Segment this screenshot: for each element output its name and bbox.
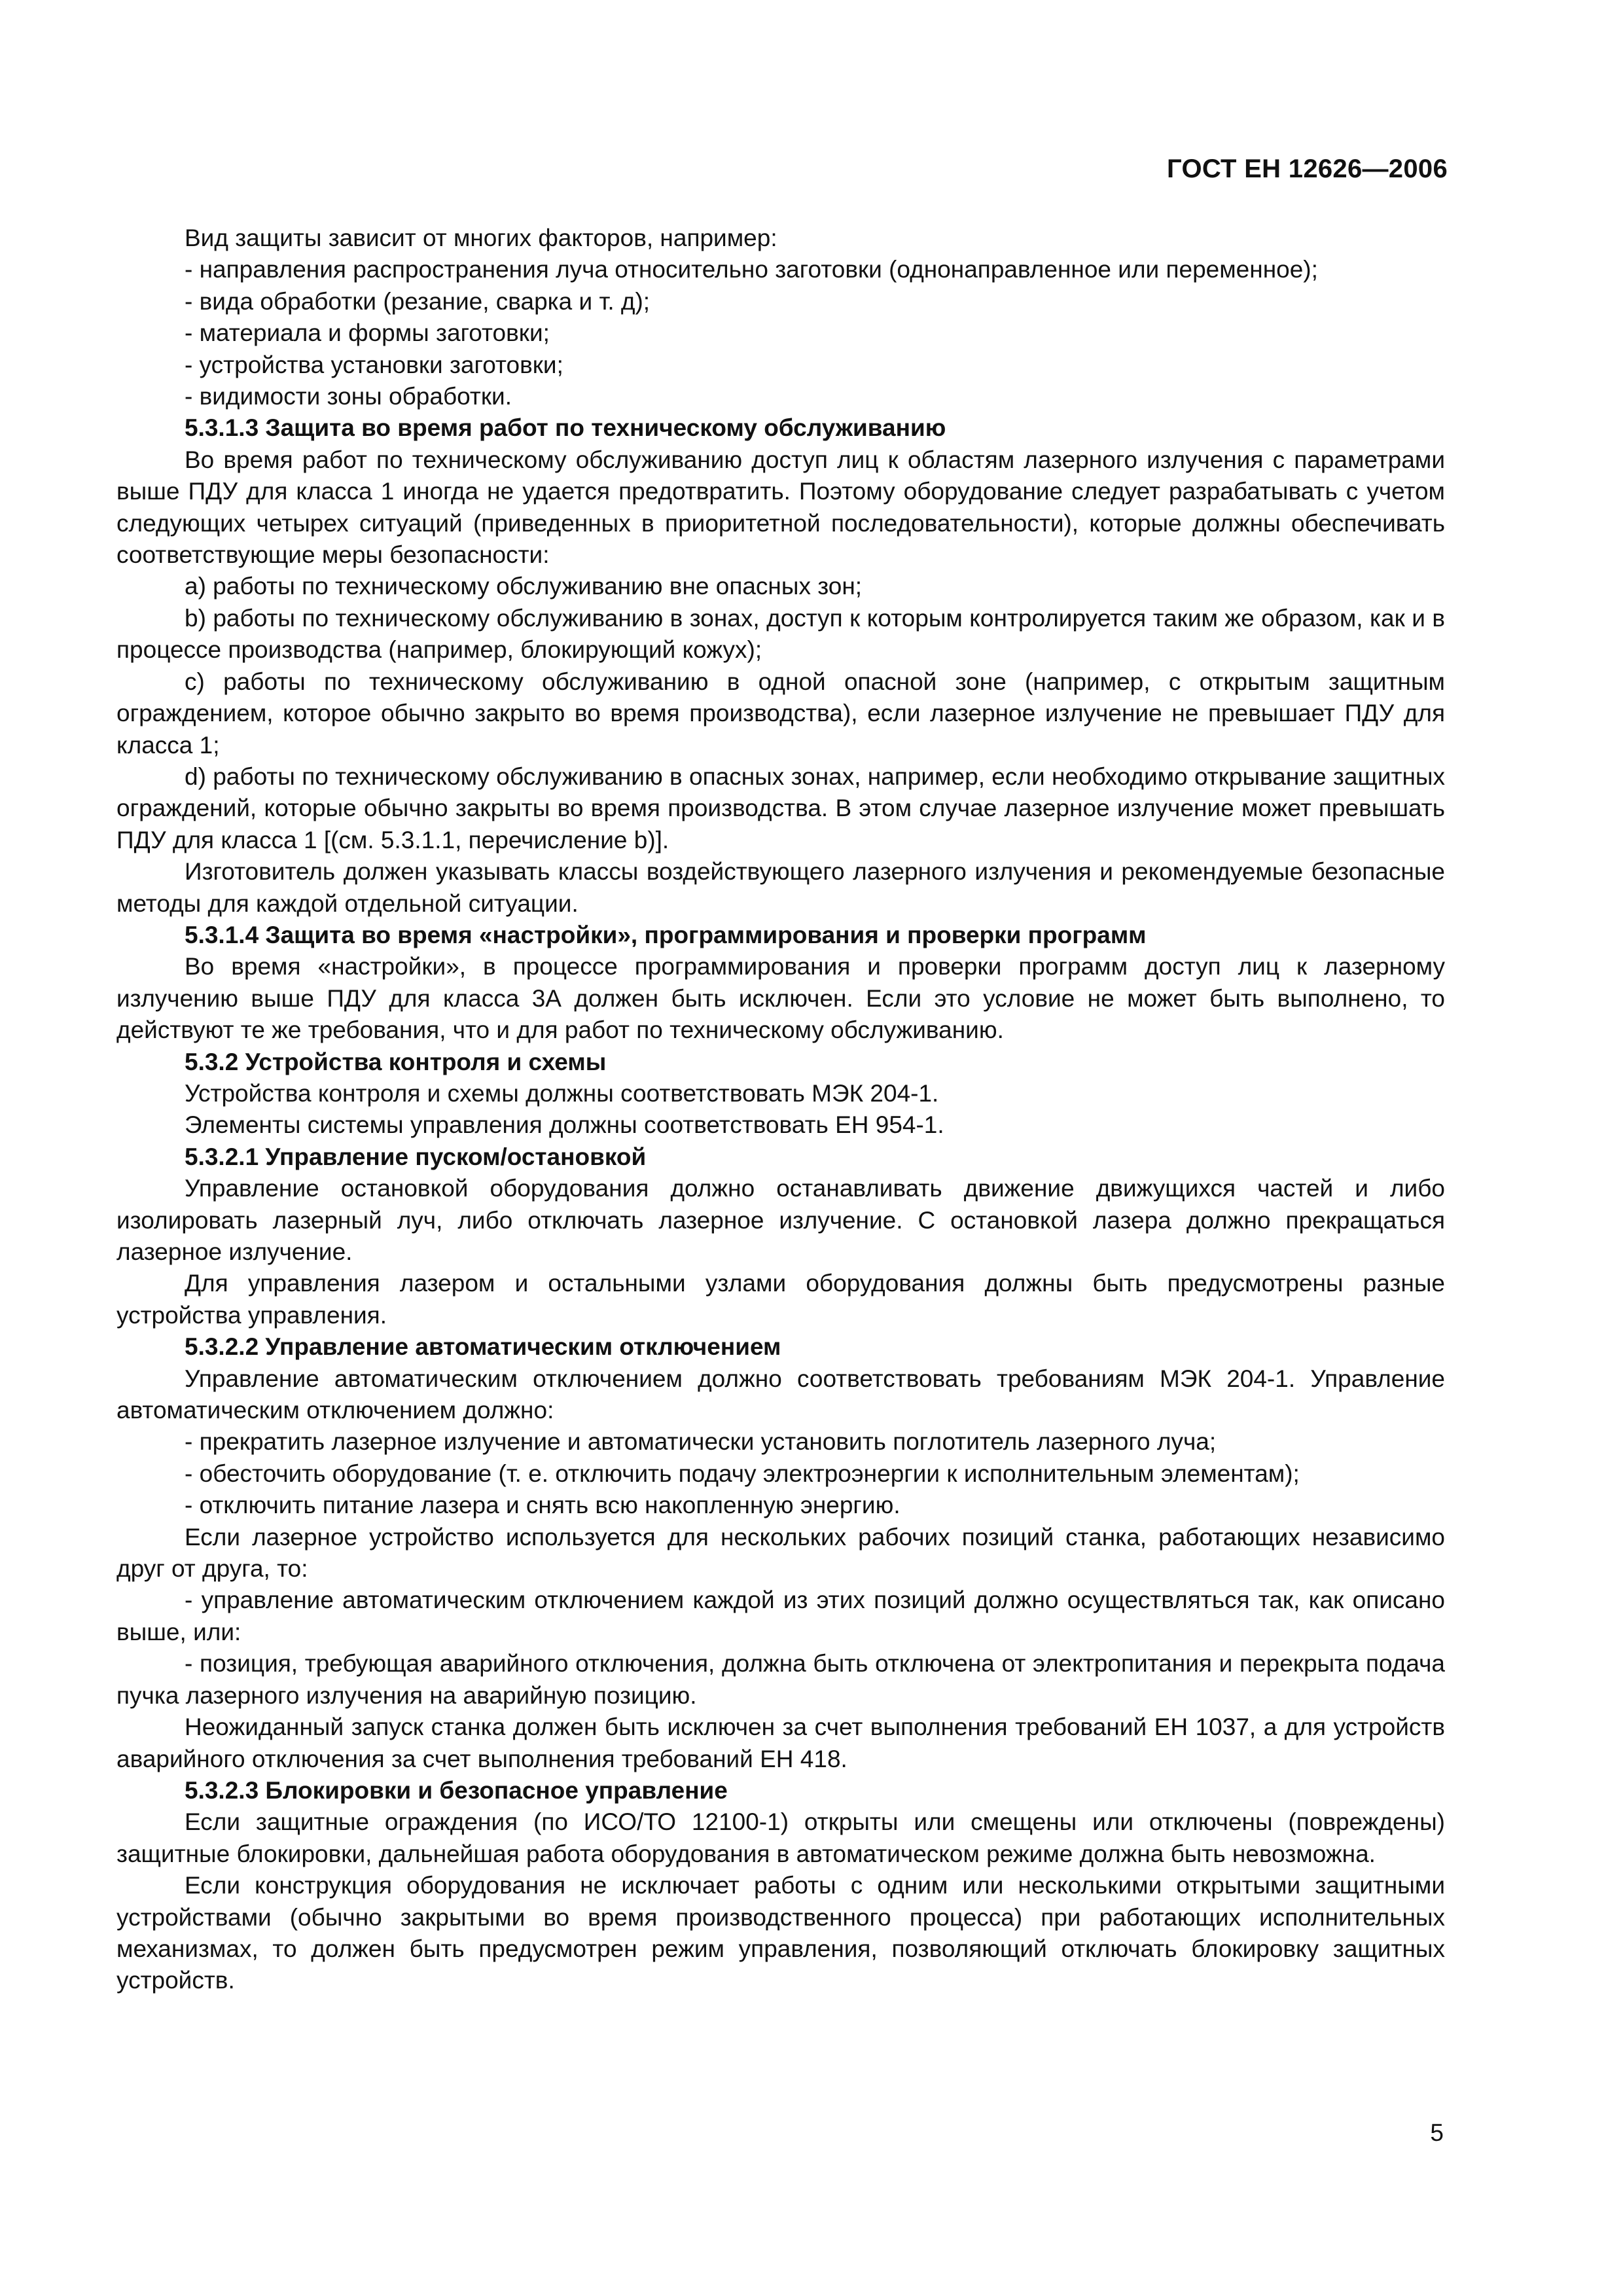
- paragraph: Элементы системы управления должны соответствовать ЕН 954-1.: [185, 1111, 944, 1139]
- paragraph: Вид защиты зависит от многих факторов, например:: [185, 224, 777, 251]
- paragraph: - материала и формы заготовки;: [185, 319, 550, 347]
- section-heading: 5.3.2.1 Управление пуском/остановкой: [185, 1143, 647, 1170]
- paragraph: а) работы по техническому обслуживанию вне опасных зон;: [185, 573, 863, 600]
- paragraph: - управление автоматическим отключением каждой из этих позиций должно осуществляться так, как описано выше, или:: [116, 1587, 1445, 1645]
- paragraph: - прекратить лазерное излучение и автоматически установить поглотитель лазерного луча;: [185, 1428, 1217, 1456]
- paragraph: - позиция, требующая аварийного отключения, должна быть отключена от электропитания и перекрыта подача пучка лазерного излучения на аварийную позицию.: [116, 1650, 1445, 1709]
- paragraph: Если защитные ограждения (по ИСО/ТО 12100-1) открыты или смещены или отключены (повреждены) защитные блокировки, дальнейшая работа оборудования в автоматическом режиме должна быть невозможна.: [116, 1808, 1445, 1867]
- paragraph: Если лазерное устройство используется для нескольких рабочих позиций станка, работающих независимо друг от друга, то:: [116, 1523, 1445, 1583]
- paragraph: Во время работ по техническому обслуживанию доступ лиц к областям лазерного излучения с параметрами выше ПДУ для класса 1 иногда не удается предотвратить. Поэтому оборудование следует разрабатывать с учетом следующих четырех ситуаций (приведенных в приоритетной последовательности), которые должны обеспечивать соответствующие меры безопасности:: [116, 446, 1445, 569]
- paragraph: Неожиданный запуск станка должен быть исключен за счет выполнения требований ЕН 1037, а для устройств аварийного отключения за счет выполнения требований ЕН 418.: [116, 1713, 1445, 1772]
- paragraph: Изготовитель должен указывать классы воздействующего лазерного излучения и рекомендуемые безопасные методы для каждой отдельной ситуации.: [116, 858, 1445, 917]
- paragraph: Если конструкция оборудования не исключает работы с одним или несколькими открытыми защитными устройствами (обычно закрытыми во время производственного процесса) при работающих исполнительных механизмах, то должен быть предусмотрен режим управления, позволяющий отключать блокировку защитных устройств.: [116, 1872, 1445, 1994]
- section-heading: 5.3.2.2 Управление автоматическим отключением: [185, 1333, 781, 1361]
- paragraph: d) работы по техническому обслуживанию в опасных зонах, например, если необходимо открывание защитных ограждений, которые обычно закрыты во время производства. В этом случае лазерное излучение может превышать ПДУ для класса 1 [(см. 5.3.1.1, перечисление b)].: [116, 762, 1445, 853]
- page-number: 5: [1430, 2119, 1444, 2146]
- paragraph: - видимости зоны обработки.: [185, 383, 512, 410]
- paragraph: Во время «настройки», в процессе программирования и проверки программ доступ лиц к лазерному излучению выше ПДУ для класса 3А должен быть исключен. Если это условие не может быть выполнено, то действуют те же требования, что и для работ по техническому обслуживанию.: [116, 953, 1445, 1044]
- paragraph: Управление автоматическим отключением должно соответствовать требованиям МЭК 204-1. Управление автоматическим отключением должно:: [116, 1365, 1445, 1424]
- paragraph: - обесточить оборудование (т. е. отключить подачу электроэнергии к исполнительным элементам);: [185, 1460, 1300, 1487]
- section-heading: 5.3.1.3 Защита во время работ по техническому обслуживанию: [185, 414, 946, 442]
- section-heading: 5.3.2.3 Блокировки и безопасное управление: [185, 1776, 728, 1804]
- paragraph: b) работы по техническому обслуживанию в зонах, доступ к которым контролируется таким же образом, как и в процессе производства (например, блокирующий кожух);: [116, 604, 1445, 664]
- paragraph: - отключить питание лазера и снять всю накопленную энергию.: [185, 1492, 901, 1519]
- paragraph: Управление остановкой оборудования должно останавливать движение движущихся частей и либо изолировать лазерный луч, либо отключать лазерное излучение. С остановкой лазера должно прекращаться лазерное излучение.: [116, 1175, 1445, 1265]
- section-heading: 5.3.2 Устройства контроля и схемы: [185, 1048, 607, 1075]
- paragraph: - направления распространения луча относительно заготовки (однонаправленное или переменное);: [185, 256, 1318, 283]
- section-heading: 5.3.1.4 Защита во время «настройки», программирования и проверки программ: [185, 921, 1147, 948]
- paragraph: Для управления лазером и остальными узлами оборудования должны быть предусмотрены разные устройства управления.: [116, 1270, 1445, 1329]
- paragraph: - устройства установки заготовки;: [185, 351, 563, 378]
- document-header: ГОСТ ЕН 12626—2006: [1167, 154, 1448, 183]
- paragraph: - вида обработки (резание, сварка и т. д);: [185, 287, 651, 315]
- paragraph: с) работы по техническому обслуживанию в одной опасной зоне (например, с открытым защитным ограждением, которое обычно закрыто во время производства), если лазерное излучение не превышает ПДУ для класса 1;: [116, 668, 1445, 759]
- paragraph: Устройства контроля и схемы должны соответствовать МЭК 204-1.: [185, 1079, 939, 1107]
- document-body: [116, 223, 1445, 1997]
